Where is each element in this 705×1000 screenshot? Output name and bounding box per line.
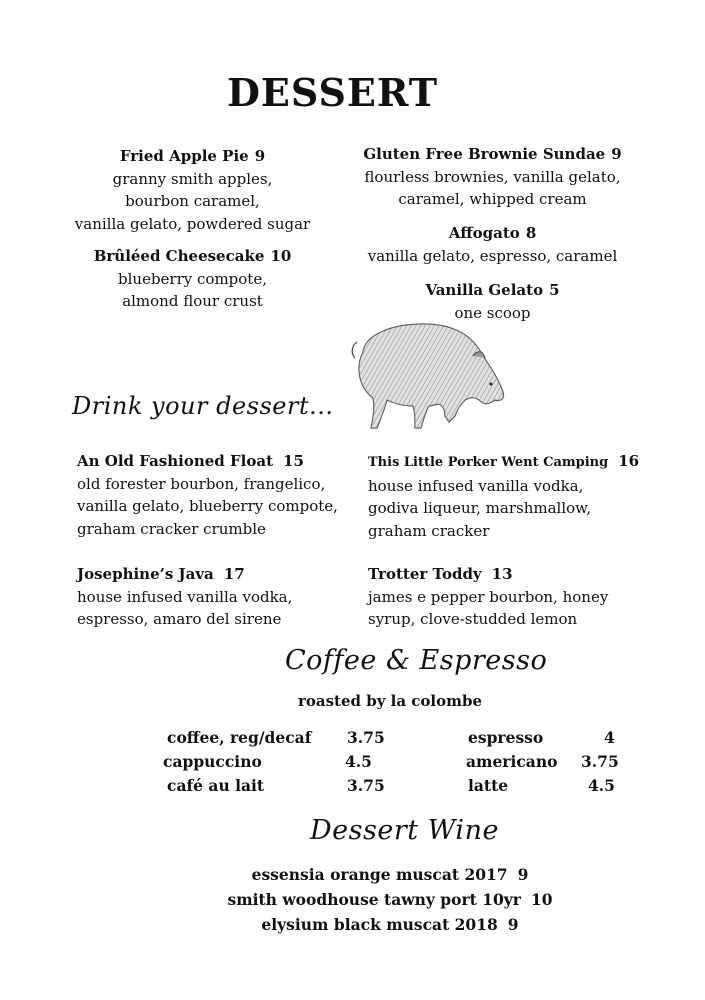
wine-price: 9	[517, 865, 529, 884]
wine-name: essensia orange muscat 2017	[251, 865, 508, 884]
coffee-item-price: 4.5	[345, 752, 372, 771]
drink-desc-line: syrup, clove-studded lemon	[368, 610, 578, 628]
drink-item	[368, 563, 648, 631]
dessert-price: 9	[611, 145, 622, 163]
wine-name: smith woodhouse tawny port 10yr	[227, 890, 521, 909]
drink-price: 13	[491, 565, 513, 583]
coffee-item-price: 3.75	[347, 776, 385, 795]
dessert-price: 10	[270, 247, 292, 265]
dessert-name: Vanilla Gelato	[425, 281, 544, 299]
drink-desc-line: graham cracker crumble	[77, 519, 266, 538]
dessert-name: Affogato	[448, 224, 520, 242]
dessert-name: Gluten Free Brownie Sundae	[363, 145, 606, 163]
wine-price: 9	[507, 915, 519, 934]
drink-name: Josephine’s Java	[77, 565, 214, 583]
page-title: DESSERT	[226, 70, 439, 115]
drink-desc-line: vanilla gelato, blueberry compote,	[77, 497, 338, 515]
drink-name: An Old Fashioned Float	[77, 452, 274, 470]
coffee-item-name: cappuccino	[163, 752, 262, 771]
dessert-name: Fried Apple Pie	[119, 147, 249, 165]
dessert-price: 5	[549, 281, 560, 299]
dessert-item	[40, 245, 345, 313]
coffee-item-name: espresso	[468, 728, 544, 747]
coffee-heading: Coffee & Espresso	[285, 645, 548, 676]
coffee-item-name: americano	[466, 752, 558, 771]
coffee-item-name: café au lait	[167, 776, 265, 795]
dessert-desc-line: one scoop	[454, 303, 531, 322]
wine-item	[0, 912, 705, 937]
coffee-item-price: 3.75	[347, 728, 385, 747]
wine-item	[0, 862, 705, 887]
wine-item	[0, 887, 705, 912]
coffee-item-price: 4.5	[588, 776, 615, 795]
wine-price: 10	[530, 890, 553, 909]
wine-name: elysium black muscat 2018	[261, 915, 498, 934]
drink-desc-line: house infused vanilla vodka,	[368, 476, 584, 495]
coffee-item-price: 3.75	[581, 752, 619, 771]
drink-item	[368, 450, 648, 542]
drink-desc-line: house infused vanilla vodka,	[77, 587, 293, 606]
dessert-price: 9	[254, 147, 266, 165]
drink-heading: Drink your dessert...	[72, 392, 334, 420]
pig-illustration	[345, 312, 510, 432]
dessert-desc-line: granny smith apples,	[112, 169, 273, 188]
drink-price: 17	[223, 565, 245, 583]
drink-desc-line: james e pepper bourbon, honey	[368, 587, 609, 606]
dessert-item	[40, 145, 345, 235]
drink-desc-line: old forester bourbon, frangelico,	[77, 474, 326, 493]
coffee-item-name: coffee, reg/decaf	[167, 728, 312, 747]
dessert-desc-line: flourless brownies, vanilla gelato,	[364, 167, 621, 186]
dessert-desc-line: caramel, whipped cream	[398, 190, 587, 208]
wine-list	[0, 862, 705, 937]
drink-name: Trotter Toddy	[368, 565, 482, 583]
drink-desc-line: godiva liqueur, marshmallow,	[368, 499, 591, 517]
dessert-item	[345, 222, 640, 267]
coffee-subheading: roasted by la colombe	[297, 692, 483, 710]
drink-name: This Little Porker Went Camping	[368, 455, 609, 470]
drink-desc-line: espresso, amaro del sirene	[77, 610, 282, 628]
dessert-item	[345, 143, 640, 211]
dessert-desc-line: blueberry compote,	[118, 269, 267, 288]
drink-item	[77, 563, 347, 631]
coffee-item-price: 4	[604, 728, 615, 747]
dessert-desc-line: bourbon caramel,	[125, 192, 260, 210]
dessert-desc-line: almond flour crust	[122, 292, 263, 310]
drink-item	[77, 450, 347, 540]
drink-price: 16	[618, 452, 640, 470]
dessert-name: Brûléed Cheesecake	[93, 247, 265, 265]
dessert-price: 8	[525, 224, 537, 242]
wine-heading: Dessert Wine	[310, 815, 499, 846]
drink-price: 15	[283, 452, 304, 470]
dessert-desc-line: vanilla gelato, powdered sugar	[74, 214, 311, 233]
dessert-desc-line: vanilla gelato, espresso, caramel	[367, 246, 618, 265]
coffee-item-name: latte	[468, 776, 509, 795]
drink-desc-line: graham cracker	[368, 521, 490, 540]
